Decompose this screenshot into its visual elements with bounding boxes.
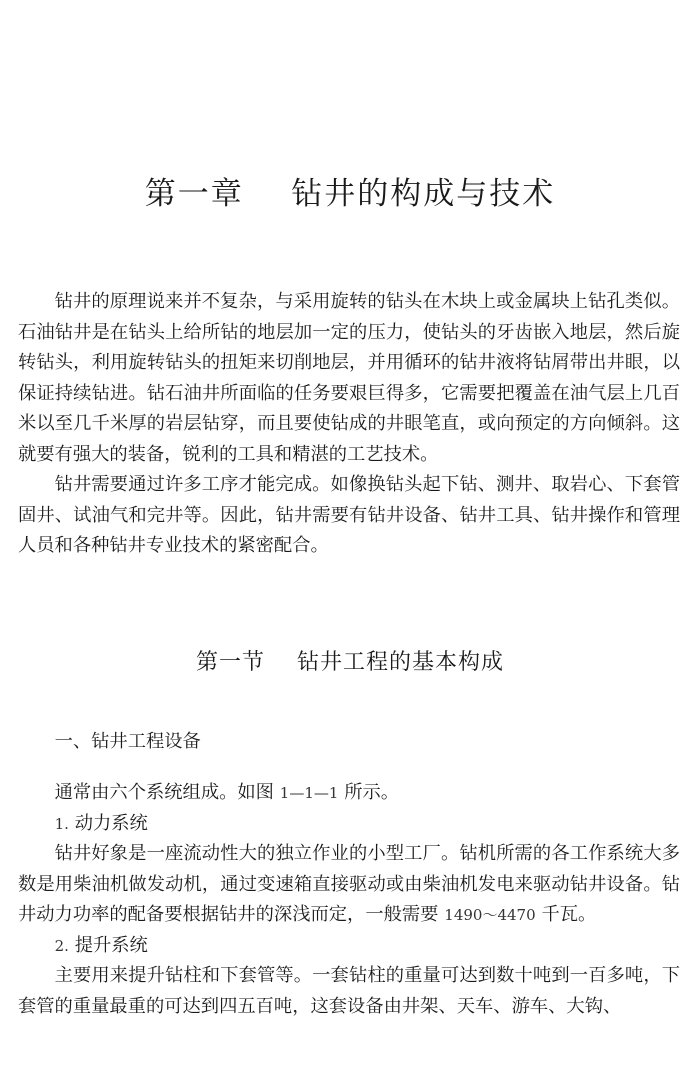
- overview-text-a: 通常由六个系统组成。如图: [54, 782, 280, 803]
- item-1-number: 1.: [54, 814, 69, 833]
- section-title: 第一节 钻井工程的基本构成: [196, 650, 504, 675]
- intro-paragraph-1: 钻井的原理说来并不复杂，与采用旋转的钻头在木块上或金属块上钻孔类似。石油钻井是在钻头上给所钻的地层加一定的压力，使钻头的牙齿嵌入地层，然后旋转钻头，利用旋转钻头的扭矩来切削地层，并用循环的钻井液将钻屑带出井眼，以保证持续钻进。钻石油井所面临的任务要艰巨得多，它需要把覆盖在油气层上几百米以至几千米厚的岩层钻穿，而且要使钻成的井眼笔直，或向预定的方向倾斜。这就要有强大的装备，锐利的工具和精湛的工艺技术。: [18, 291, 680, 465]
- item-1-text-b: 千瓦。: [535, 904, 597, 925]
- item-1-label: 动力系统: [68, 812, 148, 834]
- item-2-number: 2.: [54, 936, 69, 955]
- figure-reference: 1—1—1: [279, 784, 339, 802]
- section-body: [18, 778, 680, 1022]
- item-1-text-a: 钻井好象是一座流动性大的独立作业的小型工厂。钻机所需的各工作系统大多数是用柴油机做发动机，通过变速箱直接驱动或由柴油机发电来驱动钻井设备。钻井动力功率的配备要根据钻井的深浅而定，一般需要: [18, 843, 680, 925]
- intro-text: [18, 287, 680, 562]
- overview-paragraph: [18, 778, 680, 809]
- intro-paragraph-2: 钻井需要通过许多工序才能完成。如像换钻头起下钻、测井、取岩心、下套管固井、试油气和完井等。因此，钻井需要有钻井设备、钻井工具、钻井操作和管理人员和各种钻井专业技术的紧密配合。: [18, 474, 680, 556]
- overview-text-b: 所示。: [338, 782, 400, 803]
- item-1-heading: [18, 809, 680, 840]
- chapter-title: 第一章 钻井的构成与技术: [144, 176, 556, 212]
- item-2-label: 提升系统: [68, 934, 148, 956]
- item-1-paragraph: [18, 839, 680, 931]
- item-2-paragraph: 主要用来提升钻柱和下套管等。一套钻柱的重量可达到数十吨到一百多吨，下套管的重量最重的可达到四五百吨，这套设备由井架、天车、游车、大钩、: [18, 965, 680, 1017]
- subsection-heading-block: [18, 727, 680, 758]
- power-range-value: 1490～4470: [444, 906, 536, 924]
- subsection-heading: 一、钻井工程设备: [54, 731, 201, 752]
- item-2-heading: [18, 931, 680, 962]
